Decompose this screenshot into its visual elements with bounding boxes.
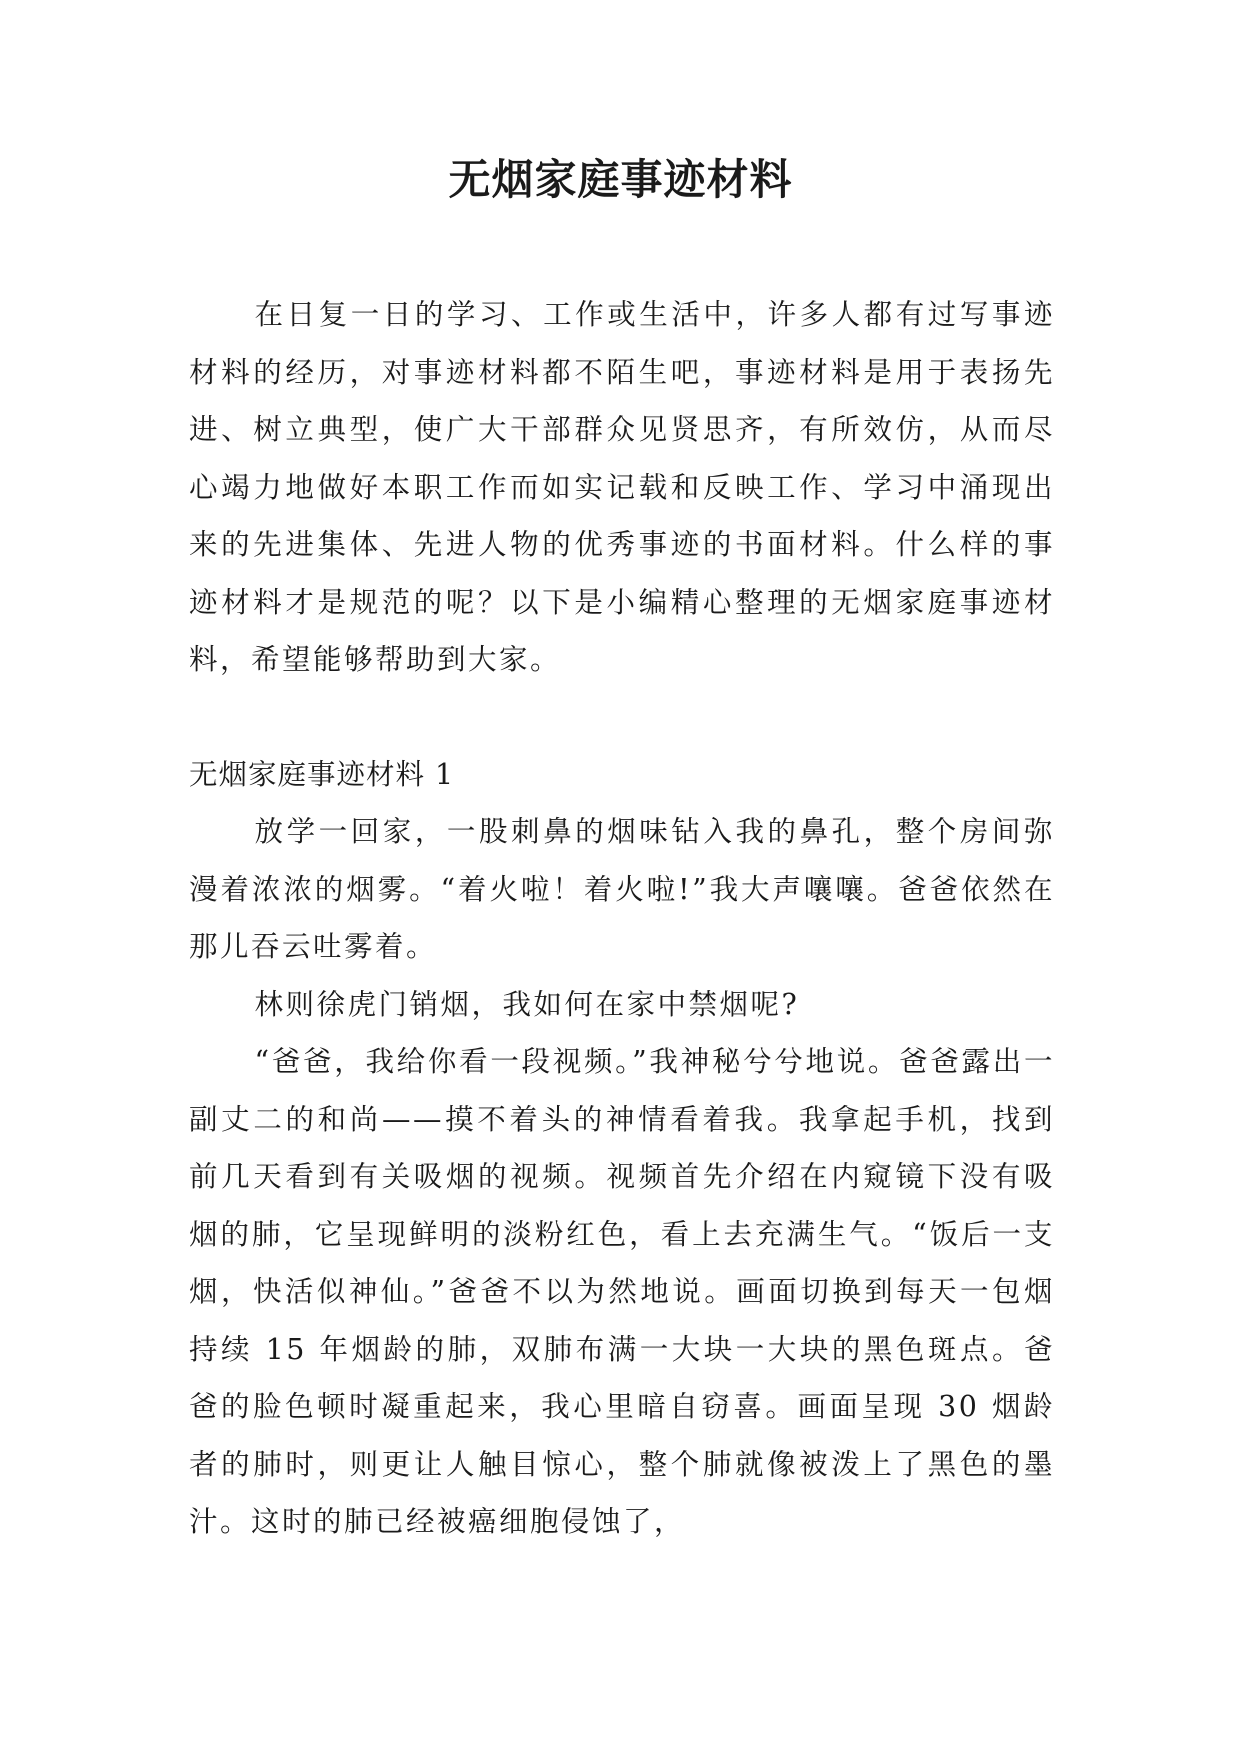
document-body	[189, 286, 1055, 1551]
document-title: 无烟家庭事迹材料	[448, 155, 793, 204]
body-paragraph: 放学一回家，一股刺鼻的烟味钻入我的鼻孔，整个房间弥漫着浓浓的烟雾。“着火啦！着火啦!”我大声嚷嚷。爸爸依然在那儿吞云吐雾着。	[189, 815, 1055, 963]
body-paragraph: 林则徐虎门销烟，我如何在家中禁烟呢?	[254, 987, 800, 1021]
paragraph-spacer	[189, 689, 1055, 746]
body-paragraph: “爸爸，我给你看一段视频。”我神秘兮兮地说。爸爸露出一副丈二的和尚——摸不着头的神情看着我。我拿起手机，找到前几天看到有关吸烟的视频。视频首先介绍在内窥镜下没有吸烟的肺，它呈现鲜明的淡粉红色，看上去充满生气。“饭后一支烟，快活似神仙。”爸爸不以为然地说。画面切换到每天一包烟持续 15 年烟龄的肺，双肺布满一大块一大块的黑色斑点。爸爸的脸色顿时凝重起来，我心里暗自窃喜。画面呈现 30 烟龄者的肺时，则更让人触目惊心，整个肺就像被泼上了黑色的墨汁。这时的肺已经被癌细胞侵蚀了，	[189, 1045, 1055, 1538]
section-heading: 无烟家庭事迹材料 1	[189, 757, 455, 791]
intro-paragraph: 在日复一日的学习、工作或生活中，许多人都有过写事迹材料的经历，对事迹材料都不陌生吧，事迹材料是用于表扬先进、树立典型，使广大干部群众见贤思齐，有所效仿，从而尽心竭力地做好本职工作而如实记载和反映工作、学习中涌现出来的先进集体、先进人物的优秀事迹的书面材料。什么样的事迹材料才是规范的呢？以下是小编精心整理的无烟家庭事迹材料，希望能够帮助到大家。	[189, 298, 1055, 676]
